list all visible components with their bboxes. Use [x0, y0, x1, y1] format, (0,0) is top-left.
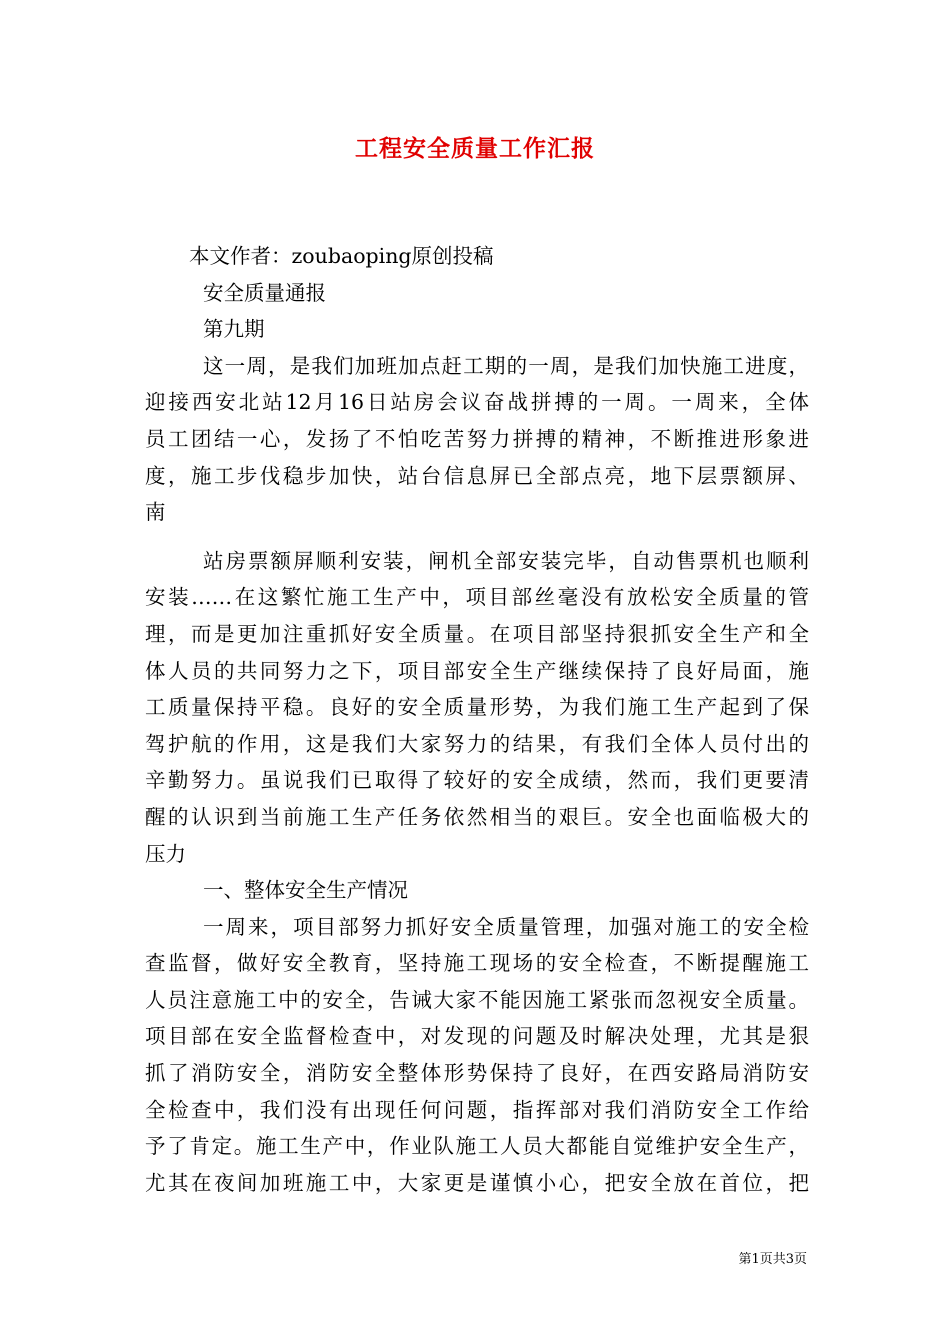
text-line: 员工团结一心，发扬了不怕吃苦努力拼搏的精神，不断推进形象进 [145, 426, 809, 451]
page-number: 第1页共3页 [738, 1252, 807, 1267]
text-line: 安装……在这繁忙施工生产中，项目部丝毫没有放松安全质量的管 [145, 585, 809, 610]
issue-number: 第九期 [203, 317, 265, 342]
text-line: 抓了消防安全，消防安全整体形势保持了良好，在西安路局消防安 [145, 1061, 809, 1086]
text-line: 度，施工步伐稳步加快，站台信息屏已全部点亮，地下层票额屏、 [145, 463, 809, 488]
text-line: 一周来，项目部努力抓好安全质量管理，加强对施工的安全检 [203, 914, 809, 939]
paragraph-gap [145, 531, 809, 543]
text-line: 查监督，做好安全教育，坚持施工现场的安全检查，不断提醒施工 [145, 951, 809, 976]
document-body [145, 238, 809, 1201]
text-line: 项目部在安全监督检查中，对发现的问题及时解决处理，尤其是狠 [145, 1024, 809, 1049]
text-line: 站房票额屏顺利安装，闸机全部安装完毕，自动售票机也顺利 [203, 548, 809, 573]
text-line: 人员注意施工中的安全，告诫大家不能因施工紧张而忽视安全质量。 [145, 987, 809, 1012]
text-line: 这一周，是我们加班加点赶工期的一周，是我们加快施工进度， [203, 353, 809, 378]
text-line: 尤其在夜间加班施工中，大家更是谨慎小心，把安全放在首位，把 [145, 1170, 809, 1195]
text-line: 迎接西安北站12月16日站房会议奋战拼搏的一周。一周来，全体 [145, 390, 809, 415]
text-line: 辛勤努力。虽说我们已取得了较好的安全成绩，然而，我们更要清 [145, 768, 809, 793]
text-line: 工质量保持平稳。良好的安全质量形势，为我们施工生产起到了保 [145, 695, 809, 720]
text-line: 予了肯定。施工生产中，作业队施工人员大都能自觉维护安全生产， [145, 1134, 809, 1159]
paragraph-3 [145, 909, 809, 1202]
text-line: 压力 [145, 841, 186, 866]
report-name: 安全质量通报 [203, 280, 326, 305]
text-line: 理，而是更加注重抓好安全质量。在项目部坚持狠抓安全生产和全 [145, 621, 809, 646]
author-line: 本文作者：zoubaoping原创投稿 [189, 244, 494, 268]
text-line: 全检查中，我们没有出现任何问题，指挥部对我们消防安全工作给 [145, 1097, 809, 1122]
document-title: 工程安全质量工作汇报 [355, 135, 595, 162]
section-heading: 一、整体安全生产情况 [203, 878, 408, 903]
text-line: 驾护航的作用，这是我们大家努力的结果，有我们全体人员付出的 [145, 731, 809, 756]
paragraph-2 [145, 543, 809, 872]
text-line: 体人员的共同努力之下，项目部安全生产继续保持了良好局面，施 [145, 658, 809, 683]
paragraph-1 [145, 348, 809, 531]
text-line: 南 [145, 500, 166, 525]
text-line: 醒的认识到当前施工生产任务依然相当的艰巨。安全也面临极大的 [145, 804, 809, 829]
